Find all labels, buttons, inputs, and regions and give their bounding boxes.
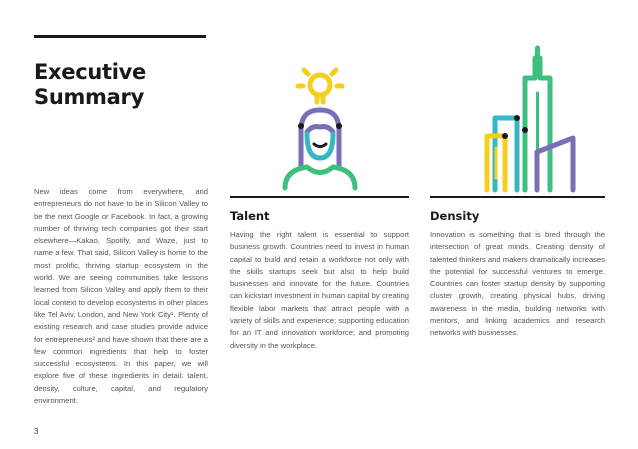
talent-paragraph: Having the right talent is essential to support business growth. Countries need to invest in human capital to build and retain a workforce not only with the skills startups seek but also to help build businesses and innovate for the future. Countries can kickstart investment in human capital by creating flexible labor markets that attract people with a variety of skills and experience; supporting education for an IT and innovation workforce; and promoting diversity in the workplace. [230,230,409,350]
city-skyline-icon [465,48,595,193]
person-with-lightbulb-icon [270,70,370,190]
top-rule [34,35,206,38]
talent-rule [230,196,409,198]
density-paragraph: Innovation is something that is bred through the intersection of great minds. Creating density of talented thinkers and makers dramatically increases the potential for successful ventures to emerge. Countries can foster startup density by supporting cluster growth, creating physical hubs, driving awareness in the media, building networks with mentors, and linking academics and research networks with businesses. [430,230,605,338]
intro-paragraph: New ideas come from everywhere, and entrepreneurs do not have to be in Silicon Valley to be the next Google or Facebook. In fact, a growing number of thriving tech companies got their start elsewhere—Kakao, Spotify, and Waze, just to name a few. That said, Silicon Valley is home to the most prolific, thriving startup ecosystem in the world. We are seeing communities take lessons learned from Silicon Valley and apply them to their local context to develop ecosystems in other places like Tel Aviv, London, and New York City¹. Plenty of existing research and case studies provide advice for entrepreneurs² and have shown that there are a few common ingredients that help to foster successful ecosystems. In this paper, we will explore five of these ingredients in detail: talent, density, culture, capital, and regulatory environment. [34,187,208,406]
density-rule [430,196,605,198]
page-number: 3 [34,427,39,436]
density-heading: Density [430,209,480,223]
page-title: Executive Summary [34,60,147,109]
talent-heading: Talent [230,209,270,223]
